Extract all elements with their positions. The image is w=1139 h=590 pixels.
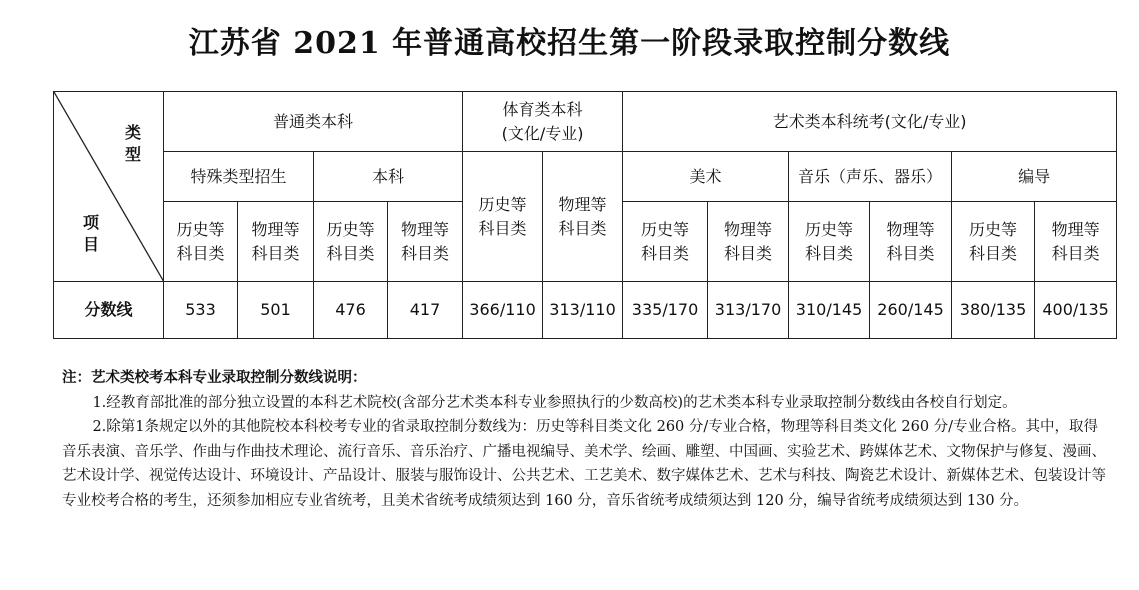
fine-art-physics-header: 物理等 科目类 (708, 202, 789, 282)
subgroup-undergrad: 本科 (314, 152, 463, 202)
note-paragraph-2: 2.除第1条规定以外的其他院校本科校考专业的省录取控制分数线为：历史等科目类文化 260 分/专业合格，物理等科目类文化 260 分/专业合格。其中，取得音乐表演、音乐学、作曲与作曲技术理论、流行音乐、音乐治疗、广播电视编导、美术学、绘画、雕塑、中国画、实验艺术、跨媒体艺术、文物保护与修复、漫画、艺术设计学、视觉传达设计、环境设计、产品设计、服装与服饰设计、公共艺术、工艺美术、数字媒体艺术、艺术与科技、陶瓷艺术设计、新媒体艺术、包装设计等专业校考合格的考生，还须参加相应专业省统考，且美术省统考成绩须达到 160 分，音乐省统考成绩须达到 120 分，编导省统考成绩须达到 130 分。 (62, 419, 1106, 509)
fine-art-history-header: 历史等 科目类 (623, 202, 708, 282)
corner-type-label: 类型 (124, 123, 141, 164)
notes-section (62, 366, 1112, 514)
directing-history-header: 历史等 科目类 (952, 202, 1035, 282)
subgroup-music: 音乐（声乐、器乐） (789, 152, 952, 202)
score-cell: 366/110 (463, 282, 543, 339)
group-art: 艺术类本科统考(文化/专业) (623, 92, 1117, 152)
notes-heading: 注：艺术类校考本科专业录取控制分数线说明： (62, 369, 367, 386)
score-cell: 313/110 (543, 282, 623, 339)
score-table (53, 91, 1117, 339)
score-cell: 533 (164, 282, 238, 339)
score-cell: 501 (238, 282, 314, 339)
special-history-header: 历史等 科目类 (164, 202, 238, 282)
corner-item-label: 项目 (82, 213, 99, 254)
score-row-label: 分数线 (54, 282, 164, 339)
sports-history-header: 历史等 科目类 (463, 152, 543, 282)
special-physics-header: 物理等 科目类 (238, 202, 314, 282)
music-history-header: 历史等 科目类 (789, 202, 870, 282)
undergrad-history-header: 历史等 科目类 (314, 202, 388, 282)
note-paragraph-1: 1.经教育部批准的部分独立设置的本科艺术院校(含部分艺术类本科专业参照执行的少数高校)的艺术类本科专业录取控制分数线由各校自行划定。 (92, 394, 1017, 411)
page-title: 江苏省 2021 年普通高校招生第一阶段录取控制分数线 (188, 26, 951, 61)
group-general: 普通类本科 (164, 92, 463, 152)
subgroup-directing: 编导 (952, 152, 1117, 202)
score-cell: 310/145 (789, 282, 870, 339)
score-cell: 380/135 (952, 282, 1035, 339)
score-cell: 417 (388, 282, 463, 339)
corner-header-cell (54, 92, 164, 282)
score-cell: 476 (314, 282, 388, 339)
subgroup-fine-art: 美术 (623, 152, 789, 202)
score-cell: 400/135 (1035, 282, 1117, 339)
score-cell: 313/170 (708, 282, 789, 339)
music-physics-header: 物理等 科目类 (870, 202, 952, 282)
diagonal-line (54, 92, 164, 282)
group-sports: 体育类本科 (文化/专业) (463, 92, 623, 152)
sports-physics-header: 物理等 科目类 (543, 152, 623, 282)
subgroup-special: 特殊类型招生 (164, 152, 314, 202)
directing-physics-header: 物理等 科目类 (1035, 202, 1117, 282)
score-cell: 260/145 (870, 282, 952, 339)
score-cell: 335/170 (623, 282, 708, 339)
undergrad-physics-header: 物理等 科目类 (388, 202, 463, 282)
